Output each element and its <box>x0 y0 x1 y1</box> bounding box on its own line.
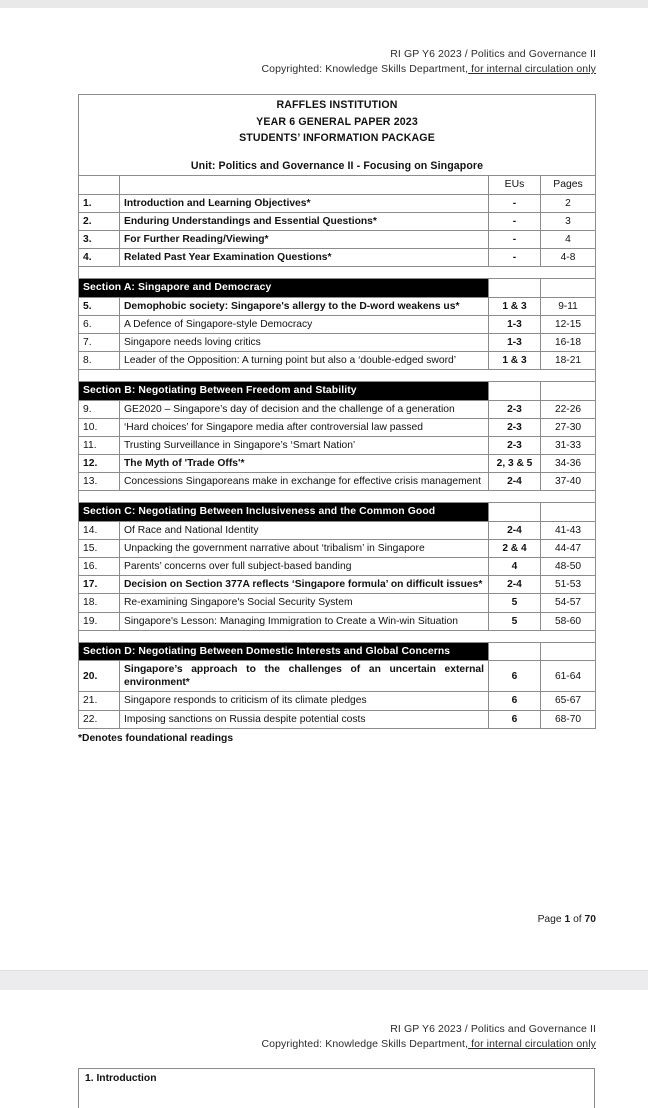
toc-item-number: 6. <box>79 315 120 333</box>
header-circulation-note: for internal circulation only <box>468 63 596 76</box>
page-2-header-circulation-note: for internal circulation only <box>468 1038 596 1051</box>
toc-item-number: 3. <box>79 230 120 248</box>
section-eus-empty <box>489 503 541 521</box>
toc-section-row <box>79 279 596 297</box>
header-copyright-text: Copyrighted: Knowledge Skills Department, <box>261 63 469 76</box>
toc-item-number: 17. <box>79 576 120 594</box>
toc-item-title[interactable]: ‘Hard choices’ for Singapore media after controversial law passed <box>120 418 489 436</box>
column-header-row <box>79 176 596 194</box>
toc-item-pages: 51-53 <box>541 576 596 594</box>
programme-year: YEAR 6 GENERAL PAPER 2023 <box>256 115 418 128</box>
toc-item-number: 11. <box>79 436 120 454</box>
toc-item-title[interactable]: Concessions Singaporeans make in exchange for effective crisis management <box>120 473 489 491</box>
toc-item-number: 2. <box>79 212 120 230</box>
toc-item-row[interactable] <box>79 315 596 333</box>
toc-item-number: 14. <box>79 521 120 539</box>
toc-item-number: 12. <box>79 455 120 473</box>
toc-item-title[interactable]: Of Race and National Identity <box>120 521 489 539</box>
toc-item-row[interactable] <box>79 612 596 630</box>
toc-item-eus: 6 <box>489 710 541 728</box>
col-head-eus: EUs <box>489 176 541 194</box>
toc-item-row[interactable] <box>79 352 596 370</box>
toc-item-title[interactable]: Enduring Understandings and Essential Questions* <box>120 212 489 230</box>
toc-item-eus: 1 & 3 <box>489 352 541 370</box>
toc-item-number: 4. <box>79 249 120 267</box>
col-head-title <box>120 176 489 194</box>
toc-item-pages: 12-15 <box>541 315 596 333</box>
toc-item-eus: 4 <box>489 558 541 576</box>
table-of-contents <box>78 94 596 728</box>
spacer-cell-right <box>541 370 596 382</box>
toc-item-number: 1. <box>79 194 120 212</box>
toc-item-eus: 1-3 <box>489 333 541 351</box>
toc-item-eus: 2-3 <box>489 436 541 454</box>
page-2-header-line-2 <box>0 1037 596 1052</box>
toc-item-number: 21. <box>79 692 120 710</box>
toc-item-title[interactable]: Related Past Year Examination Questions* <box>120 249 489 267</box>
toc-item-eus: 5 <box>489 594 541 612</box>
page-2-header-copyright-text: Copyrighted: Knowledge Skills Department, <box>261 1038 469 1051</box>
toc-item-row[interactable] <box>79 455 596 473</box>
toc-section-row <box>79 503 596 521</box>
section-heading: Section A: Singapore and Democracy <box>79 279 489 297</box>
toc-item-eus: 2-4 <box>489 576 541 594</box>
toc-item-pages: 65-67 <box>541 692 596 710</box>
toc-item-number: 5. <box>79 297 120 315</box>
page-2-header <box>0 990 648 1052</box>
spacer-cell-left <box>79 630 489 642</box>
toc-item-pages: 2 <box>541 194 596 212</box>
toc-item-title[interactable]: GE2020 – Singapore’s day of decision and the challenge of a generation <box>120 400 489 418</box>
toc-item-pages: 3 <box>541 212 596 230</box>
toc-item-row[interactable] <box>79 576 596 594</box>
toc-item-title[interactable]: Leader of the Opposition: A turning point but also a ‘double-edged sword’ <box>120 352 489 370</box>
toc-item-row[interactable] <box>79 333 596 351</box>
toc-item-eus: 5 <box>489 612 541 630</box>
spacer-cell-mid <box>489 630 541 642</box>
section-eus-empty <box>489 642 541 660</box>
toc-item-eus: 2, 3 & 5 <box>489 455 541 473</box>
toc-item-number: 15. <box>79 539 120 557</box>
toc-item-pages: 37-40 <box>541 473 596 491</box>
page-number-total: 70 <box>584 914 596 925</box>
page-header <box>0 8 648 77</box>
unit-title: Unit: Politics and Governance II - Focusing on Singapore <box>190 159 484 172</box>
section-pages-empty <box>541 503 596 521</box>
toc-item-eus: 2-3 <box>489 418 541 436</box>
toc-item-number: 16. <box>79 558 120 576</box>
toc-item-row[interactable] <box>79 418 596 436</box>
page-number-current: 1 <box>564 914 571 925</box>
toc-item-title[interactable]: For Further Reading/Viewing* <box>120 230 489 248</box>
document-page-1 <box>0 8 648 970</box>
toc-item-title[interactable]: Trusting Surveillance in Singapore’s ‘Smart Nation’ <box>120 436 489 454</box>
toc-item-title[interactable]: Singapore responds to criticism of its climate pledges <box>120 692 489 710</box>
toc-item-row[interactable] <box>79 692 596 710</box>
toc-item-pages: 22-26 <box>541 400 596 418</box>
toc-item-eus: - <box>489 194 541 212</box>
toc-item-pages: 34-36 <box>541 455 596 473</box>
toc-item-pages: 58-60 <box>541 612 596 630</box>
toc-item-title[interactable]: Singapore's Lesson: Managing Immigration to Create a Win-win Situation <box>120 612 489 630</box>
toc-item-number: 8. <box>79 352 120 370</box>
toc-item-pages: 44-47 <box>541 539 596 557</box>
toc-item-row[interactable] <box>79 558 596 576</box>
toc-item-number: 13. <box>79 473 120 491</box>
toc-item-eus: 6 <box>489 661 541 692</box>
section-pages-empty <box>541 382 596 400</box>
title-block-cell <box>79 95 596 176</box>
toc-item-pages: 48-50 <box>541 558 596 576</box>
toc-item-pages: 54-57 <box>541 594 596 612</box>
toc-item-row[interactable] <box>79 436 596 454</box>
spacer-cell-right <box>541 267 596 279</box>
toc-spacer-row <box>79 267 596 279</box>
page-number-footer <box>538 914 596 925</box>
toc-item-row[interactable] <box>79 521 596 539</box>
toc-item-eus: - <box>489 212 541 230</box>
toc-item-title[interactable]: A Defence of Singapore-style Democracy <box>120 315 489 333</box>
toc-item-eus: 1-3 <box>489 315 541 333</box>
toc-item-title[interactable]: The Myth of 'Trade Offs'* <box>120 455 489 473</box>
toc-section-row <box>79 382 596 400</box>
toc-item-pages: 9-11 <box>541 297 596 315</box>
toc-item-number: 10. <box>79 418 120 436</box>
toc-item-title[interactable]: Parents’ concerns over full subject-based banding <box>120 558 489 576</box>
toc-item-number: 20. <box>79 661 120 692</box>
toc-spacer-row <box>79 370 596 382</box>
toc-spacer-row <box>79 491 596 503</box>
toc-item-title[interactable]: Singapore needs loving critics <box>120 333 489 351</box>
toc-item-eus: - <box>489 230 541 248</box>
package-name: STUDENTS’ INFORMATION PACKAGE <box>239 132 435 145</box>
col-head-number <box>79 176 120 194</box>
toc-item-row[interactable] <box>79 297 596 315</box>
toc-item-eus: 6 <box>489 692 541 710</box>
page-2-first-heading: 1. Introduction <box>85 1073 157 1085</box>
section-pages-empty <box>541 642 596 660</box>
toc-item-row[interactable] <box>79 194 596 212</box>
toc-item-pages: 68-70 <box>541 710 596 728</box>
toc-item-title[interactable]: Demophobic society: Singapore's allergy to the D-word weakens us* <box>120 297 489 315</box>
toc-item-title[interactable]: Singapore’s approach to the challenges of an uncertain external environment* <box>120 661 489 692</box>
toc-item-row[interactable] <box>79 710 596 728</box>
toc-spacer-row <box>79 630 596 642</box>
toc-item-row[interactable] <box>79 230 596 248</box>
toc-item-eus: 2-4 <box>489 521 541 539</box>
header-line-1: RI GP Y6 2023 / Politics and Governance II <box>390 48 596 60</box>
spacer-cell-mid <box>489 491 541 503</box>
section-eus-empty <box>489 279 541 297</box>
toc-item-row[interactable] <box>79 594 596 612</box>
footnote: *Denotes foundational readings <box>78 732 234 744</box>
page-2-table-partial <box>78 1068 595 1108</box>
section-heading: Section B: Negotiating Between Freedom and Stability <box>79 382 489 400</box>
toc-item-pages: 4 <box>541 230 596 248</box>
table-of-contents-wrapper <box>78 94 595 728</box>
toc-section-row <box>79 642 596 660</box>
toc-item-pages: 61-64 <box>541 661 596 692</box>
col-head-pages: Pages <box>541 176 596 194</box>
page-2-header-line-1: RI GP Y6 2023 / Politics and Governance II <box>390 1023 596 1035</box>
toc-item-number: 18. <box>79 594 120 612</box>
header-line-2 <box>0 62 596 77</box>
section-heading: Section D: Negotiating Between Domestic Interests and Global Concerns <box>79 642 489 660</box>
section-heading: Section C: Negotiating Between Inclusiveness and the Common Good <box>79 503 489 521</box>
spacer-cell-left <box>79 491 489 503</box>
toc-item-number: 22. <box>79 710 120 728</box>
toc-item-row[interactable] <box>79 212 596 230</box>
toc-item-title[interactable]: Decision on Section 377A reflects ‘Singapore formula’ on difficult issues* <box>120 576 489 594</box>
toc-item-pages: 41-43 <box>541 521 596 539</box>
toc-item-title[interactable]: Imposing sanctions on Russia despite potential costs <box>120 710 489 728</box>
toc-item-eus: 2-4 <box>489 473 541 491</box>
spacer-cell-left <box>79 267 489 279</box>
toc-item-eus: - <box>489 249 541 267</box>
toc-item-row[interactable] <box>79 473 596 491</box>
toc-item-eus: 2-3 <box>489 400 541 418</box>
toc-item-row[interactable] <box>79 400 596 418</box>
document-title-block <box>79 95 596 176</box>
toc-item-row[interactable] <box>79 661 596 692</box>
toc-item-eus: 2 & 4 <box>489 539 541 557</box>
toc-item-number: 19. <box>79 612 120 630</box>
section-pages-empty <box>541 279 596 297</box>
toc-item-pages: 18-21 <box>541 352 596 370</box>
toc-item-number: 7. <box>79 333 120 351</box>
toc-item-pages: 27-30 <box>541 418 596 436</box>
toc-item-row[interactable] <box>79 249 596 267</box>
toc-item-title[interactable]: Unpacking the government narrative about ‘tribalism’ in Singapore <box>120 539 489 557</box>
spacer-cell-right <box>541 491 596 503</box>
institution-name: RAFFLES INSTITUTION <box>276 99 398 112</box>
toc-item-title[interactable]: Introduction and Learning Objectives* <box>120 194 489 212</box>
toc-item-pages: 4-8 <box>541 249 596 267</box>
section-eus-empty <box>489 382 541 400</box>
toc-item-row[interactable] <box>79 539 596 557</box>
toc-item-title[interactable]: Re-examining Singapore's Social Security System <box>120 594 489 612</box>
spacer-cell-mid <box>489 370 541 382</box>
spacer-cell-mid <box>489 267 541 279</box>
toc-body <box>79 95 596 728</box>
toc-item-eus: 1 & 3 <box>489 297 541 315</box>
page-number-middle: of <box>570 914 585 925</box>
spacer-cell-right <box>541 630 596 642</box>
toc-item-number: 9. <box>79 400 120 418</box>
document-page-2 <box>0 990 648 1085</box>
spacer-cell-left <box>79 370 489 382</box>
page-number-prefix: Page <box>537 914 565 925</box>
toc-item-pages: 31-33 <box>541 436 596 454</box>
page-separator <box>0 970 648 992</box>
toc-item-pages: 16-18 <box>541 333 596 351</box>
